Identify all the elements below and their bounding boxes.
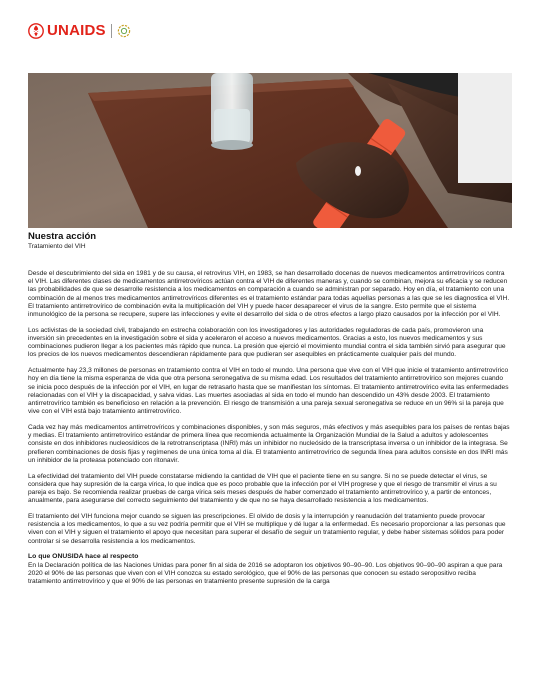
unaids-emblem-icon bbox=[28, 23, 44, 39]
article-body bbox=[28, 270, 510, 594]
hero-photo bbox=[28, 73, 512, 228]
paragraph: Cada vez hay más medicamentos antirretrovíricos y combinaciones disponibles, y son más seguros, más efectivos y más asequibles para los países de rentas bajas y medias. El tratamiento antirretrovírico estándar de primera línea que recomienda actualmente la Organización Mundial de la Salud a adultos y adolescentes consiste en dos inhibidores nucleosídicos de la retrotranscriptasa (INRI) más un inhibidor no nucleósido de la transcriptasa inversa o un inhibidor de la integrasa. Se prefieren combinaciones de dosis fijas y regímenes de una única toma al día. El tratamiento antirretrovírico de segunda línea para adultos consiste en dos INRI más un inhibidor de la proteasa potenciado con ritonavir. bbox=[28, 424, 510, 464]
logo-divider bbox=[111, 24, 112, 38]
paragraph: Los activistas de la sociedad civil, trabajando en estrecha colaboración con los investigadores y las autoridades reguladoras de cada país, promovieron una inversión sin precedentes en la investigación sobre el sida y aceleraron el acceso a nuevos medicamentos. Gracias a esto, los nuevos medicamentos y sus combinaciones pudieron llegar a los pacientes más rápido que nunca. La presión que ejerció el movimiento mundial contra el sida también sirvió para asegurar que los precios de los nuevos medicamentos descendieran rápidamente para que pudieran ser asequibles en prácticamente cualquier país del mundo. bbox=[28, 326, 506, 359]
subsection-paragraph: En la Declaración política de las Naciones Unidas para poner fin al sida de 2016 se adoptaron los objetivos 90–90–90. Los objetivos 90–90–90 aspiran a que para 2020 el 90% de las personas que viven con el VIH conozca su estado serológico, que el 90% de las personas que conocen su estado seropositivo reciba tratamiento antirretrovírico y que el 90% de las personas en tratamiento presente supresión de la carga bbox=[28, 561, 503, 586]
un-wreath-icon bbox=[117, 24, 131, 38]
paragraph: Desde el descubrimiento del sida en 1981 y de su causa, el retrovirus VIH, en 1983, se han desarrollado docenas de nuevos medicamentos antirretrovíricos contra el VIH. Las diferentes clases de medicamentos antirretrovíricos actúan contra el VIH de diferentes maneras y, cuando se combinan, mejora su eficacia y se reducen las probabilidades de que se desarrolle resistencia a los medicamentos en comparación a cuando se administran por separado. Hoy en día, el tratamiento con una combinación de al menos tres medicamentos antirretrovíricos diferentes es el tratamiento estándar para todas aquellas personas a las que se les diagnostica el VIH. El tratamiento antirretrovírico de combinación evita la multiplicación del VIH y puede hacer desaparecer el virus de la sangre. Esto permite que el sistema inmunológico de la persona se recupere, supere las infecciones y evite el desarrollo del sida o de otros efectos a largo plazo causados por la infección por el VIH. bbox=[28, 270, 510, 319]
brand-name: UNAIDS bbox=[47, 22, 106, 39]
section-subtitle: Tratamiento del VIH bbox=[28, 243, 86, 250]
paragraph: El tratamiento del VIH funciona mejor cuando se siguen las prescripciones. El olvido de dosis y la interrupción y reanudación del tratamiento puede provocar resistencia a los medicamentos, lo que a su vez podría permitir que el VIH se multiplique y dé lugar a la enfermedad. Es necesario proporcionar a las personas que viven con el VIH y siguen el tratamiento el apoyo que necesitan para superar el desafío de seguir un tratamiento regular, y debe haber sistemas sólidos para poder controlar si se desarrolla resistencia a los medicamentos. bbox=[28, 513, 506, 545]
header-logo bbox=[28, 20, 131, 42]
paragraph: La efectividad del tratamiento del VIH puede constatarse midiendo la cantidad de VIH que el paciente tiene en su sangre. Si no se puede detectar el virus, se considera que hay supresión de la carga vírica, lo que indica que es poco probable que la infección por el VIH progrese y que el riesgo de transmitir el virus a su pareja es bajo. Se recomienda realizar pruebas de carga vírica seis meses después de haber comenzado el tratamiento antirretrovírico y, a partir de entonces, anualmente, para asegurarse del correcto seguimiento del tratamiento y de que no se haya desarrollado resistencia a los medicamentos. bbox=[28, 472, 497, 505]
paragraph: Actualmente hay 23,3 millones de personas en tratamiento contra el VIH en todo el mundo. Una persona que vive con el VIH que inicie el tratamiento antirretrovírico hoy en día tiene la misma esperanza de vida que otra persona seronegativa de su misma edad. Los resultados del tratamiento antirretrovírico son mejores cuando se inicia poco después de la infección por el VIH, en lugar de retrasarlo hasta que se manifiestan los síntomas. El tratamiento antirretrovírico evita las enfermedades relacionadas con el VIH y la discapacidad, y salva vidas. Las muertes asociadas al sida en todo el mundo han descendido un 43% desde 2003. El tratamiento antirretrovírico también es beneficioso en relación a la prevención. El riesgo de transmisión a una pareja sexual seronegativa se reduce en un 96% si la pareja que vive con el VIH está bajo tratamiento antirretrovírico. bbox=[28, 367, 509, 416]
section-title: Nuestra acción bbox=[28, 231, 97, 242]
subsection-heading: Lo que ONUSIDA hace al respecto bbox=[28, 553, 139, 561]
photo-treatment-illustration bbox=[28, 73, 512, 228]
